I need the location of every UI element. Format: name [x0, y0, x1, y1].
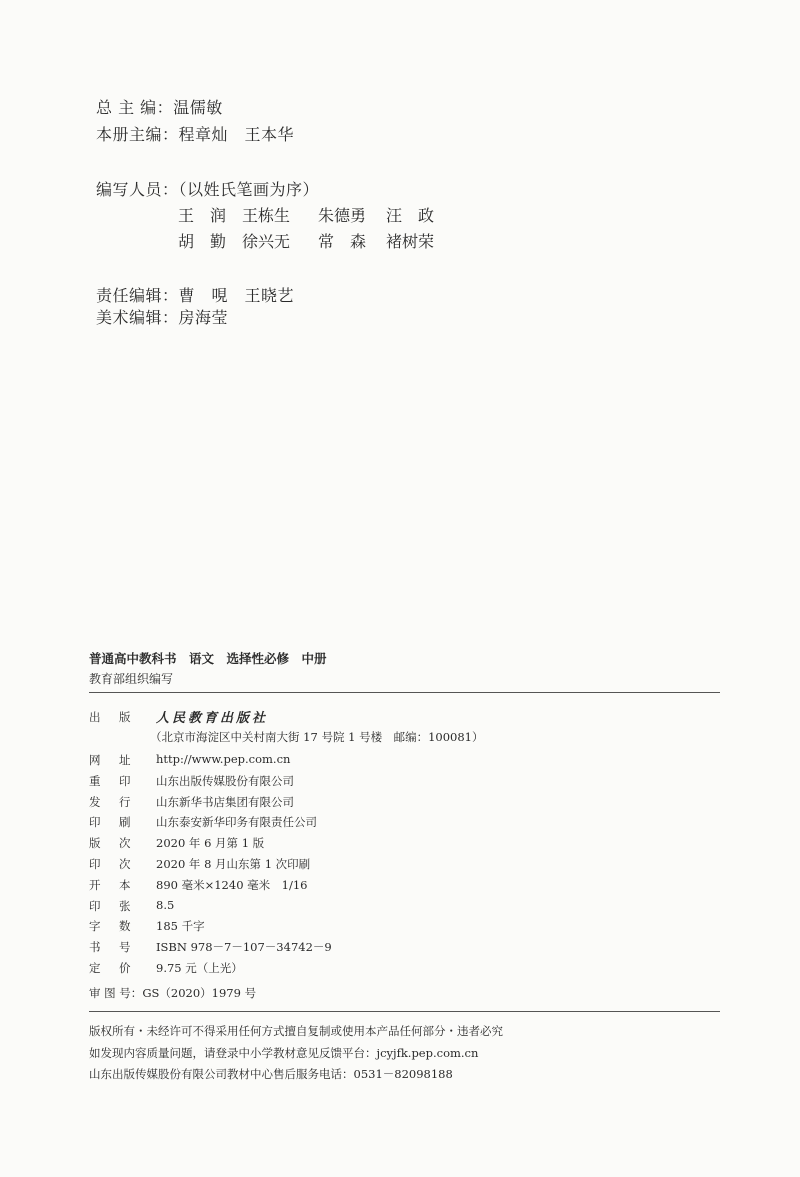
pub-row-value: http://www.pep.com.cn: [156, 752, 291, 766]
art-editor-line: [96, 305, 228, 328]
pub-row-value: 890 毫米×1240 毫米 1/16: [156, 878, 308, 892]
publisher-logo: 人民教育出版社: [156, 711, 269, 726]
writers-order-note: （以姓氏笔画为序）: [178, 180, 320, 199]
art-editor-label: 美术编辑：: [96, 308, 179, 327]
writer-name: 汪 政: [386, 206, 435, 225]
pub-row-value: 9.75 元（上光）: [156, 961, 243, 975]
pub-row-value: ISBN 978－7－107－34742－9: [156, 940, 332, 954]
writer-name: 徐兴无: [242, 232, 291, 251]
pub-row-value: 2020 年 8 月山东第 1 次印刷: [156, 857, 311, 871]
pub-row-value: 2020 年 6 月第 1 版: [156, 836, 265, 850]
art-editor-name: 房海莹: [178, 308, 229, 327]
responsible-editor-line: [96, 283, 294, 306]
responsible-editor-names: 曹 哯 王晓艺: [178, 286, 295, 305]
approval-line: [89, 985, 256, 1001]
writer-name: 朱德勇: [318, 206, 367, 225]
responsible-editor-label: 责任编辑：: [96, 286, 179, 305]
pub-row-value: 8.5: [156, 898, 175, 912]
book-organizer: 教育部组织编写: [89, 672, 174, 686]
writer-name: 常 森: [318, 232, 367, 251]
chief-editor-label: 总 主 编：: [96, 98, 174, 117]
divider-top: [89, 692, 720, 693]
book-title: 普通高中教科书 语文 选择性必修 中册: [89, 651, 327, 666]
writers-line: [96, 177, 319, 200]
publisher-address: （北京市海淀区中关村南大街 17 号院 1 号楼 邮编：100081）: [150, 730, 484, 744]
pub-row-value: 185 千字: [156, 919, 205, 933]
chief-editor-name: 温儒敏: [173, 98, 223, 117]
feedback-notice: 如发现内容质量问题，请登录中小学教材意见反馈平台：jcyjfk.pep.com.cn: [89, 1046, 479, 1060]
service-phone: 山东出版传媒股份有限公司教材中心售后服务电话：0531－82098188: [89, 1067, 453, 1081]
volume-editor-line: [96, 122, 294, 145]
copyright-notice: 版权所有・未经许可不得采用任何方式擅自复制或使用本产品任何部分・违者必究: [89, 1024, 503, 1038]
volume-editor-label: 本册主编：: [96, 125, 179, 144]
chief-editor-line: [96, 95, 223, 118]
pub-row-value: 山东出版传媒股份有限公司: [156, 774, 294, 788]
pub-row-value: 山东泰安新华印务有限责任公司: [156, 815, 317, 829]
pub-row-value: 山东新华书店集团有限公司: [156, 795, 294, 809]
approval-label: 审 图 号：: [89, 986, 143, 1000]
writer-name: 褚树荣: [386, 232, 435, 251]
divider-bottom: [89, 1011, 720, 1012]
writer-name: 王 润: [178, 206, 227, 225]
volume-editor-names: 程章灿 王本华: [178, 125, 295, 144]
writer-name: 王栋生: [242, 206, 291, 225]
writers-row-1: [178, 203, 478, 223]
approval-value: GS（2020）1979 号: [142, 986, 257, 1000]
writer-name: 胡 勤: [178, 232, 227, 251]
writers-row-2: [178, 229, 478, 249]
writers-label: 编写人员：: [96, 180, 179, 199]
